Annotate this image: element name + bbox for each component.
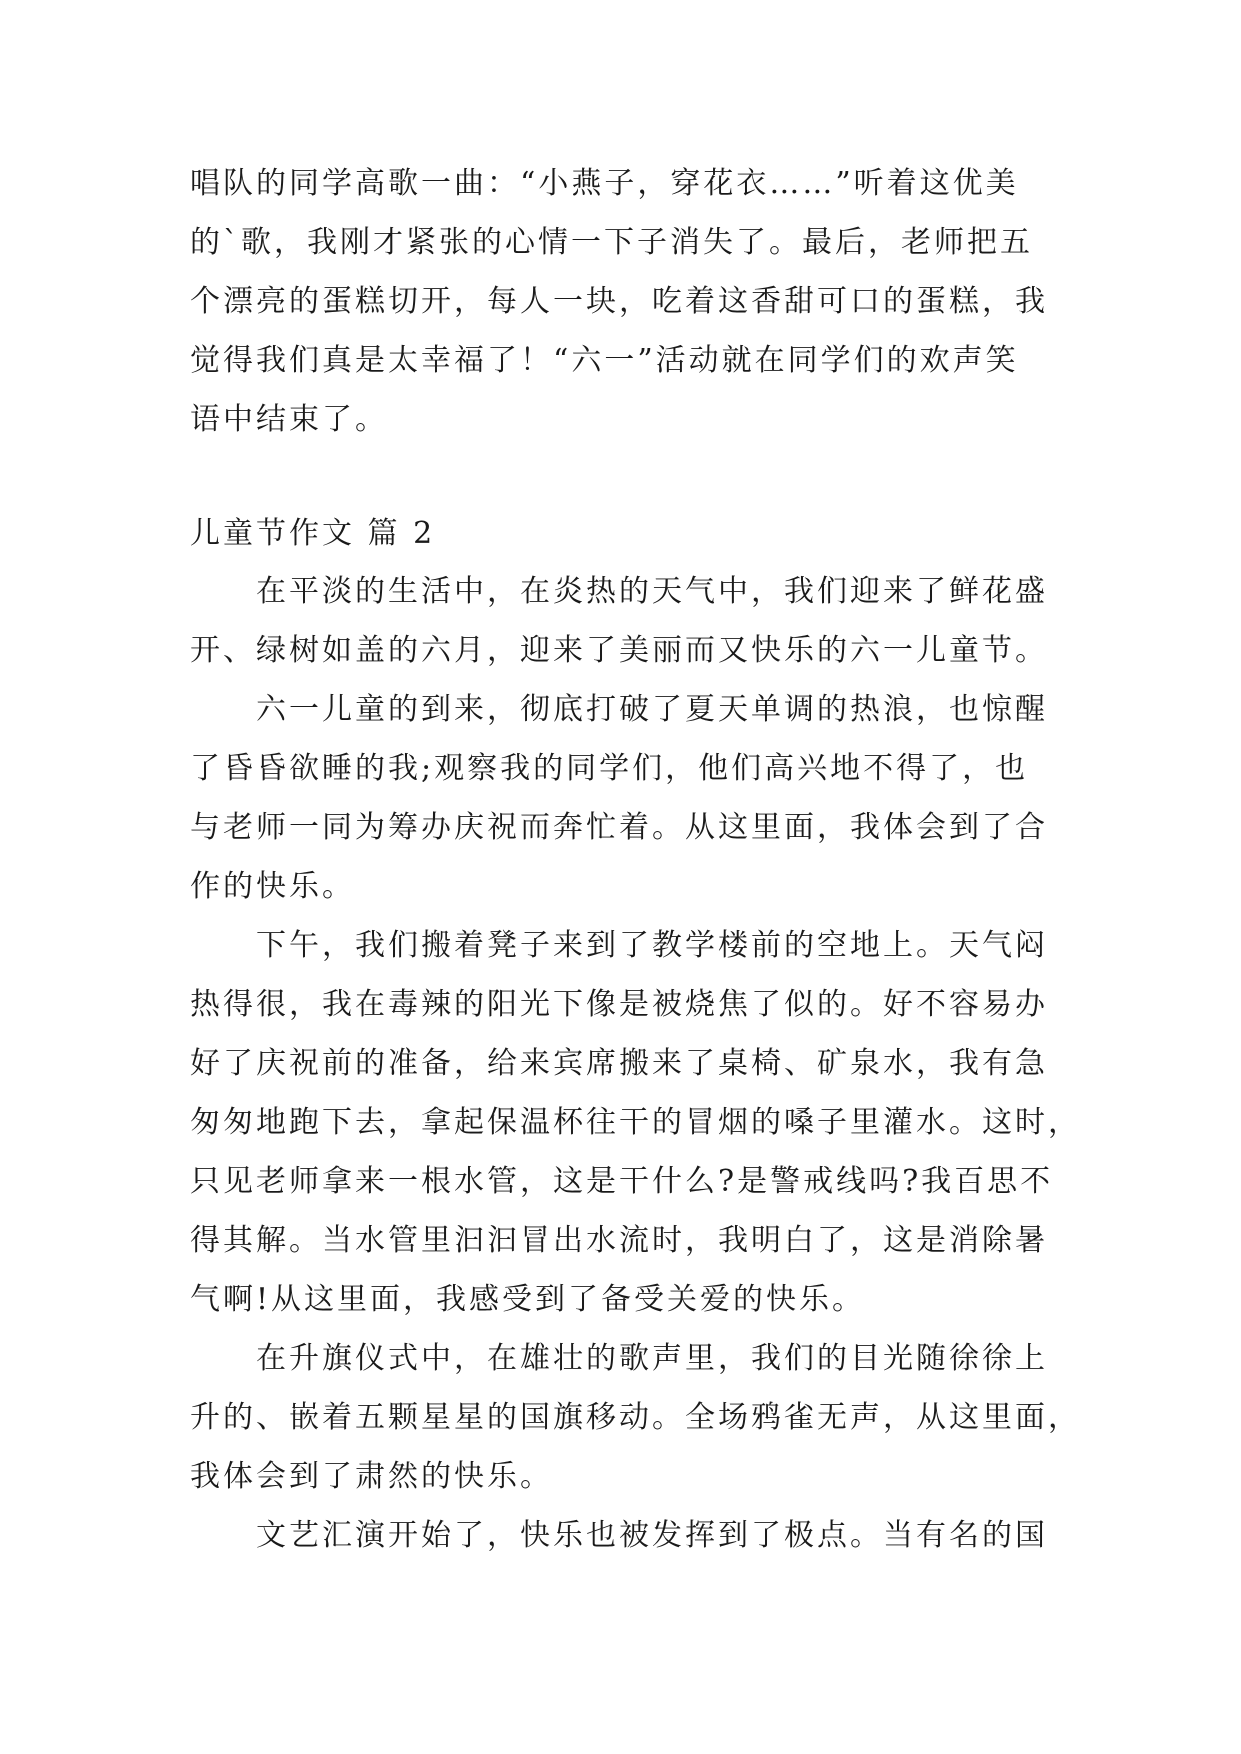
- text-line: 升的、嵌着五颗星星的国旗移动。全场鸦雀无声，从这里面，: [190, 1400, 1081, 1435]
- text-line: 作的快乐。: [190, 869, 355, 904]
- text-line: 六一儿童的到来，彻底打破了夏天单调的热浪，也惊醒: [256, 692, 1048, 727]
- text-line: 我体会到了肃然的快乐。: [190, 1459, 553, 1494]
- text-line: 的`歌，我刚才紧张的心情一下子消失了。最后，老师把五: [190, 225, 1033, 260]
- text-line: 热得很，我在毒辣的阳光下像是被烧焦了似的。好不容易办: [190, 987, 1048, 1022]
- text-line: 觉得我们真是太幸福了！“六一”活动就在同学们的欢声笑: [190, 343, 1019, 378]
- essay-2-body: [190, 562, 1081, 1565]
- text-line: 语中结束了。: [190, 402, 388, 437]
- paragraph-end-of-essay-1: [190, 154, 1060, 449]
- text-line: 好了庆祝前的准备，给来宾席搬来了桌椅、矿泉水，我有急: [190, 1046, 1048, 1081]
- text-line: 只见老师拿来一根水管，这是干什么?是警戒线吗?我百思不: [190, 1164, 1054, 1199]
- text-line: 了昏昏欲睡的我;观察我的同学们，他们高兴地不得了，也: [190, 751, 1029, 786]
- text-line: 在升旗仪式中，在雄壮的歌声里，我们的目光随徐徐上: [256, 1341, 1048, 1376]
- text-line: 唱队的同学高歌一曲：“小燕子，穿花衣……”听着这优美: [190, 166, 1019, 201]
- text-line: 得其解。当水管里汩汩冒出水流时，我明白了，这是消除暑: [190, 1223, 1048, 1258]
- text-line: 在平淡的生活中，在炎热的天气中，我们迎来了鲜花盛: [256, 574, 1048, 609]
- text-line: 气啊!从这里面，我感受到了备受关爱的快乐。: [190, 1282, 866, 1317]
- text-line: 下午，我们搬着凳子来到了教学楼前的空地上。天气闷: [256, 928, 1048, 963]
- text-line: 与老师一同为筹办庆祝而奔忙着。从这里面，我体会到了合: [190, 810, 1048, 845]
- text-line: 文艺汇演开始了，快乐也被发挥到了极点。当有名的国: [256, 1518, 1048, 1553]
- text-line: 匆匆地跑下去，拿起保温杯往干的冒烟的嗓子里灌水。这时，: [190, 1105, 1081, 1140]
- section-heading: 儿童节作文 篇 2: [190, 516, 436, 551]
- text-line: 个漂亮的蛋糕切开，每人一块，吃着这香甜可口的蛋糕，我: [190, 284, 1048, 319]
- text-line: 开、绿树如盖的六月，迎来了美丽而又快乐的六一儿童节。: [190, 633, 1048, 668]
